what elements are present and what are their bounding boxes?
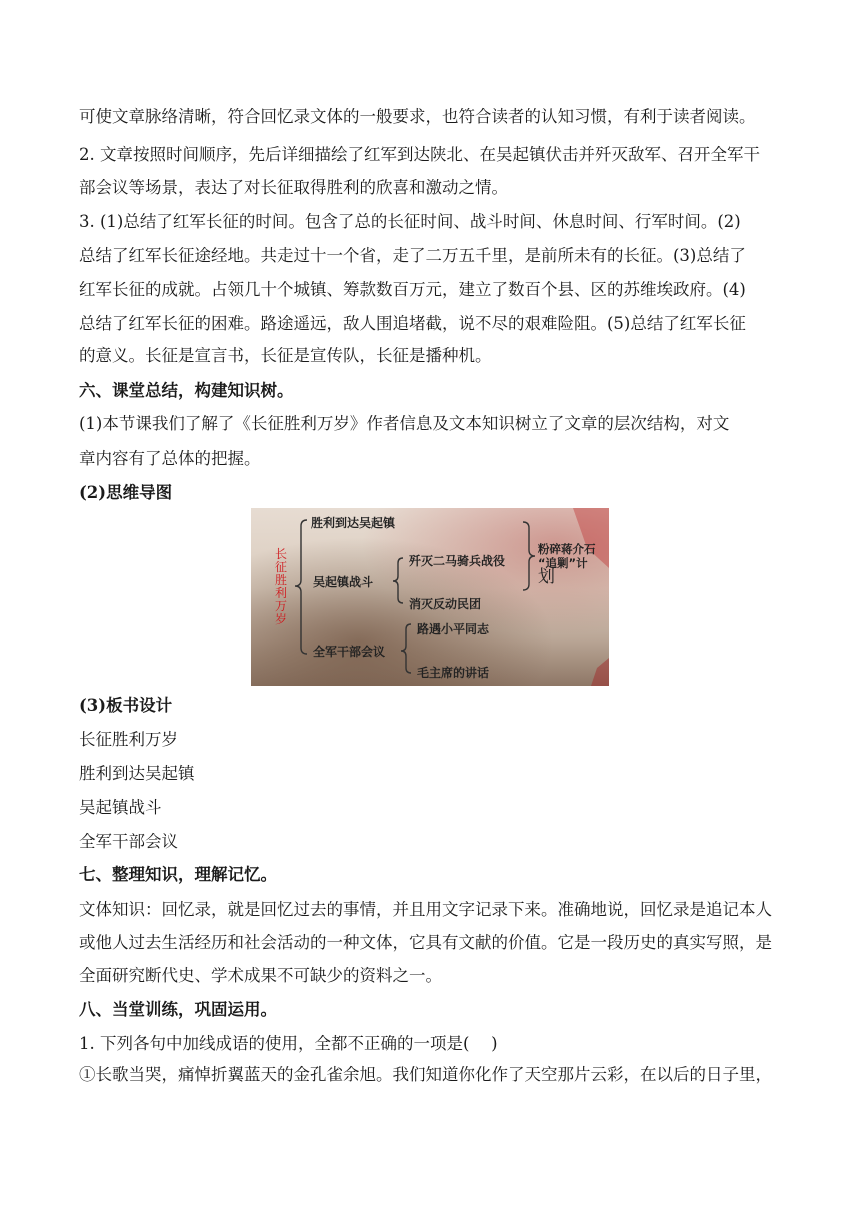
mind-map-branch: 全军干部会议 (313, 645, 386, 659)
section-heading: 八、当堂训练，巩固运用。 (79, 1000, 277, 1019)
board-line: 长征胜利万岁 (79, 730, 178, 749)
board-line: 胜利到达吴起镇 (79, 764, 195, 783)
mind-map-leaf: 消灭反动民团 (409, 597, 482, 611)
mind-map-result-line: “追剿”计 (538, 556, 588, 570)
subheading-board: (3)板书设计 (79, 696, 173, 715)
knowledge-line: 全面研究断代史、学术成果不可缺少的资料之一。 (79, 966, 442, 985)
answer-line: 2. 文章按照时间顺序，先后详细描绘了红军到达陕北、在吴起镇伏击并歼灭敌军、召开全军干 (79, 145, 760, 164)
mind-map-leaf: 毛主席的讲话 (417, 666, 490, 680)
mind-map-root: 长征胜利万岁 (274, 547, 287, 626)
subheading-mindmap: (2)思维导图 (79, 483, 173, 502)
summary-line: (1)本节课我们了解了《长征胜利万岁》作者信息及文本知识树立了文章的层次结构，对文 (79, 414, 730, 433)
mind-map-branch: 吴起镇战斗 (313, 575, 374, 589)
question-line: 1. 下列各句中加线成语的使用，全都不正确的一项是( ) (79, 1034, 498, 1053)
answer-line: 红军长征的成就。占领几十个城镇、筹款数百万元，建立了数百个县、区的苏维埃政府。(4) (79, 280, 746, 299)
board-line: 全军干部会议 (79, 832, 178, 851)
mind-map-leaf: 歼灭二马骑兵战役 (409, 554, 506, 568)
section-heading: 六、课堂总结，构建知识树。 (79, 381, 294, 400)
mind-map-leaf: 路遇小平同志 (417, 622, 490, 636)
mind-map-image (251, 508, 609, 686)
mind-map-branch: 胜利到达吴起镇 (311, 516, 396, 530)
mind-map-result (538, 542, 604, 587)
knowledge-line: 文体知识：回忆录，就是回忆过去的事情，并且用文字记录下来。准确地说，回忆录是追记本人 (79, 900, 772, 919)
section-heading: 七、整理知识，理解记忆。 (79, 865, 277, 884)
answer-line: 3. (1)总结了红军长征的时间。包含了总的长征时间、战斗时间、休息时间、行军时间。(2) (79, 212, 741, 231)
mind-map-result-line: 粉碎蒋介石 (538, 542, 596, 556)
answer-line: 可使文章脉络清晰，符合回忆录文体的一般要求，也符合读者的认知习惯，有利于读者阅读。 (79, 107, 756, 126)
answer-line: 的意义。长征是宣言书，长征是宣传队，长征是播种机。 (79, 346, 492, 365)
question-line: ①长歌当哭，痛悼折翼蓝天的金孔雀余旭。我们知道你化作了天空那片云彩，在以后的日子里， (79, 1065, 772, 1084)
mind-map-result-line: 划 (538, 567, 555, 587)
knowledge-line: 或他人过去生活经历和社会活动的一种文体，它具有文献的价值。它是一段历史的真实写照，是 (79, 933, 772, 952)
answer-line: 部会议等场景，表达了对长征取得胜利的欣喜和激动之情。 (79, 178, 508, 197)
answer-line: 总结了红军长征途经地。共走过十一个省，走了二万五千里，是前所未有的长征。(3)总结了 (79, 246, 746, 265)
board-line: 吴起镇战斗 (79, 798, 162, 817)
summary-line: 章内容有了总体的把握。 (79, 449, 261, 468)
answer-line: 总结了红军长征的困难。路途遥远，敌人围追堵截，说不尽的艰难险阻。(5)总结了红军长征 (79, 314, 746, 333)
